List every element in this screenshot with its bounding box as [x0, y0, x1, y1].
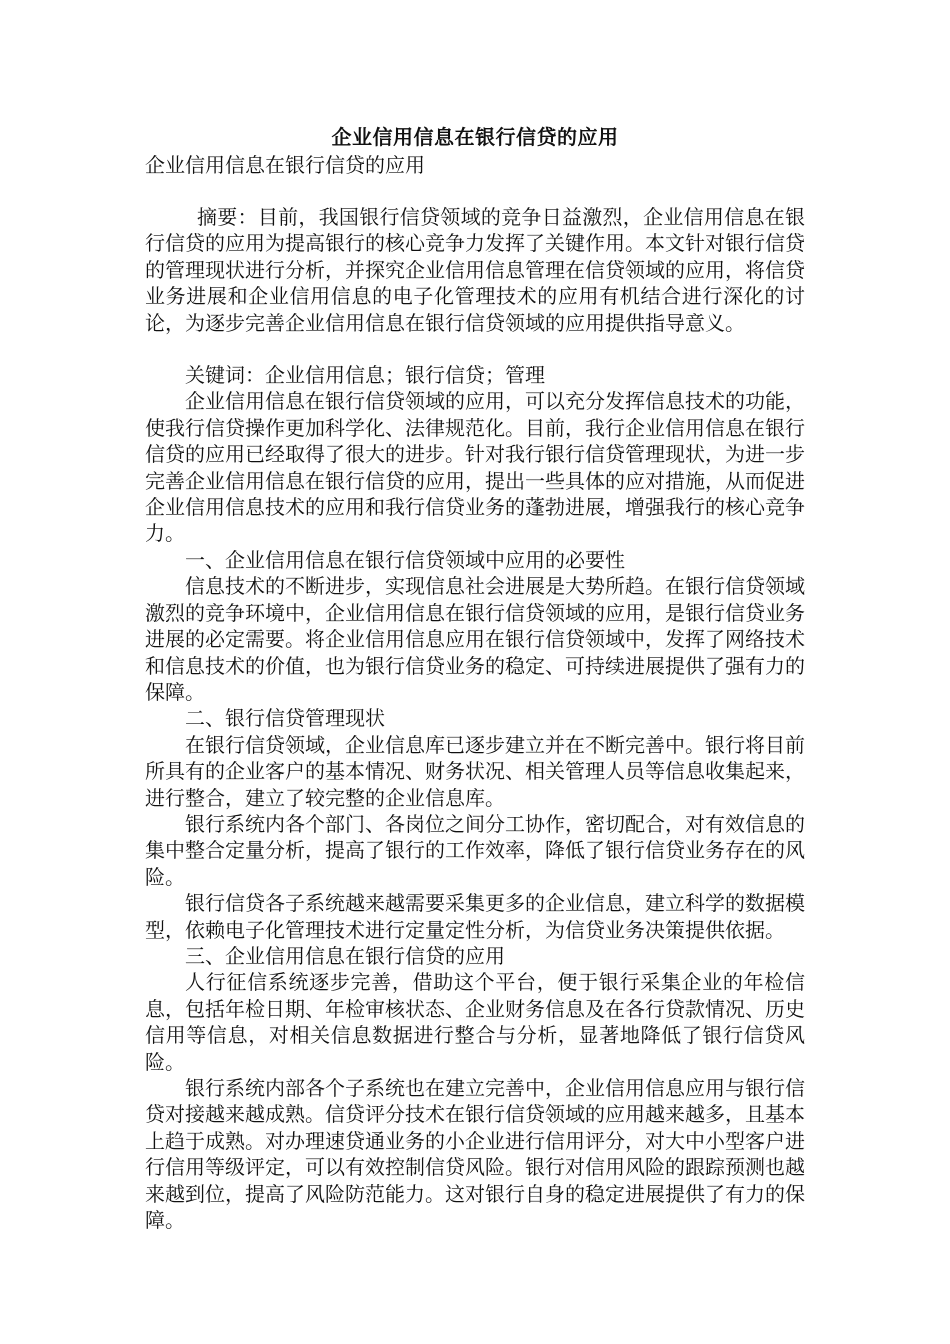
section-heading-1: 一、企业信用信息在银行信贷领域中应用的必要性	[185, 547, 625, 572]
section-3-paragraph-2: 银行系统内部各个子系统也在建立完善中，企业信用信息应用与银行信贷对接越来越成熟。信贷评分技术在银行信贷领域的应用越来越多，且基本上趋于成熟。对办理速贷通业务的小企业进行信用评分，对大中小型客户进行信用等级评定，可以有效控制信贷风险。银行对信用风险的跟踪预测也越来越到位，提高了风险防范能力。这对银行自身的稳定进展提供了有力的保障。	[145, 1076, 805, 1233]
section-2-paragraph-1: 在银行信贷领域，企业信息库已逐步建立并在不断完善中。银行将目前所具有的企业客户的基本情况、财务状况、相关管理人员等信息收集起来，进行整合，建立了较完整的企业信息库。	[145, 732, 805, 810]
section-3-paragraph-1: 人行征信系统逐步完善，借助这个平台，便于银行采集企业的年检信息，包括年检日期、年检审核状态、企业财务信息及在各行贷款情况、历史信用等信息，对相关信息数据进行整合与分析，显著地降低了银行信贷风险。	[145, 970, 805, 1074]
abstract-paragraph: 摘要：目前，我国银行信贷领域的竞争日益激烈，企业信用信息在银行信贷的应用为提高银行的核心竞争力发挥了关键作用。本文针对银行信贷的管理现状进行分析，并探究企业信用信息管理在信贷领域的应用，将信贷业务进展和企业信用信息的电子化管理技术的应用有机结合进行深化的讨论，为逐步完善企业信用信息在银行信贷领域的应用提供指导意义。	[145, 205, 805, 335]
section-1-paragraph-1: 信息技术的不断进步，实现信息社会进展是大势所趋。在银行信贷领域激烈的竞争环境中，企业信用信息在银行信贷领域的应用，是银行信贷业务进展的必定需要。将企业信用信息应用在银行信贷领域中，发挥了网络技术和信息技术的价值，也为银行信贷业务的稳定、可持续进展提供了强有力的保障。	[145, 574, 805, 704]
intro-paragraph: 企业信用信息在银行信贷领域的应用，可以充分发挥信息技术的功能，使我行信贷操作更加科学化、法律规范化。目前，我行企业信用信息在银行信贷的应用已经取得了很大的进步。针对我行银行信贷管理现状，为进一步完善企业信用信息在银行信贷的应用，提出一些具体的应对措施，从而促进企业信用信息技术的应用和我行信贷业务的蓬勃进展，增强我行的核心竞争力。	[145, 389, 805, 546]
document-subtitle: 企业信用信息在银行信贷的应用	[145, 153, 425, 177]
document-page	[145, 122, 805, 1233]
section-heading-2: 二、银行信贷管理现状	[185, 706, 385, 731]
document-title: 企业信用信息在银行信贷的应用	[331, 125, 619, 149]
section-2-paragraph-2: 银行系统内各个部门、各岗位之间分工协作，密切配合，对有效信息的集中整合定量分析，提高了银行的工作效率，降低了银行信贷业务存在的风险。	[145, 811, 805, 889]
section-2-paragraph-3: 银行信贷各子系统越来越需要采集更多的企业信息，建立科学的数据模型，依赖电子化管理技术进行定量定性分析，为信贷业务决策提供依据。	[145, 891, 805, 942]
keywords-line: 关键词：企业信用信息；银行信贷；管理	[185, 363, 545, 388]
section-heading-3: 三、企业信用信息在银行信贷的应用	[185, 943, 505, 968]
